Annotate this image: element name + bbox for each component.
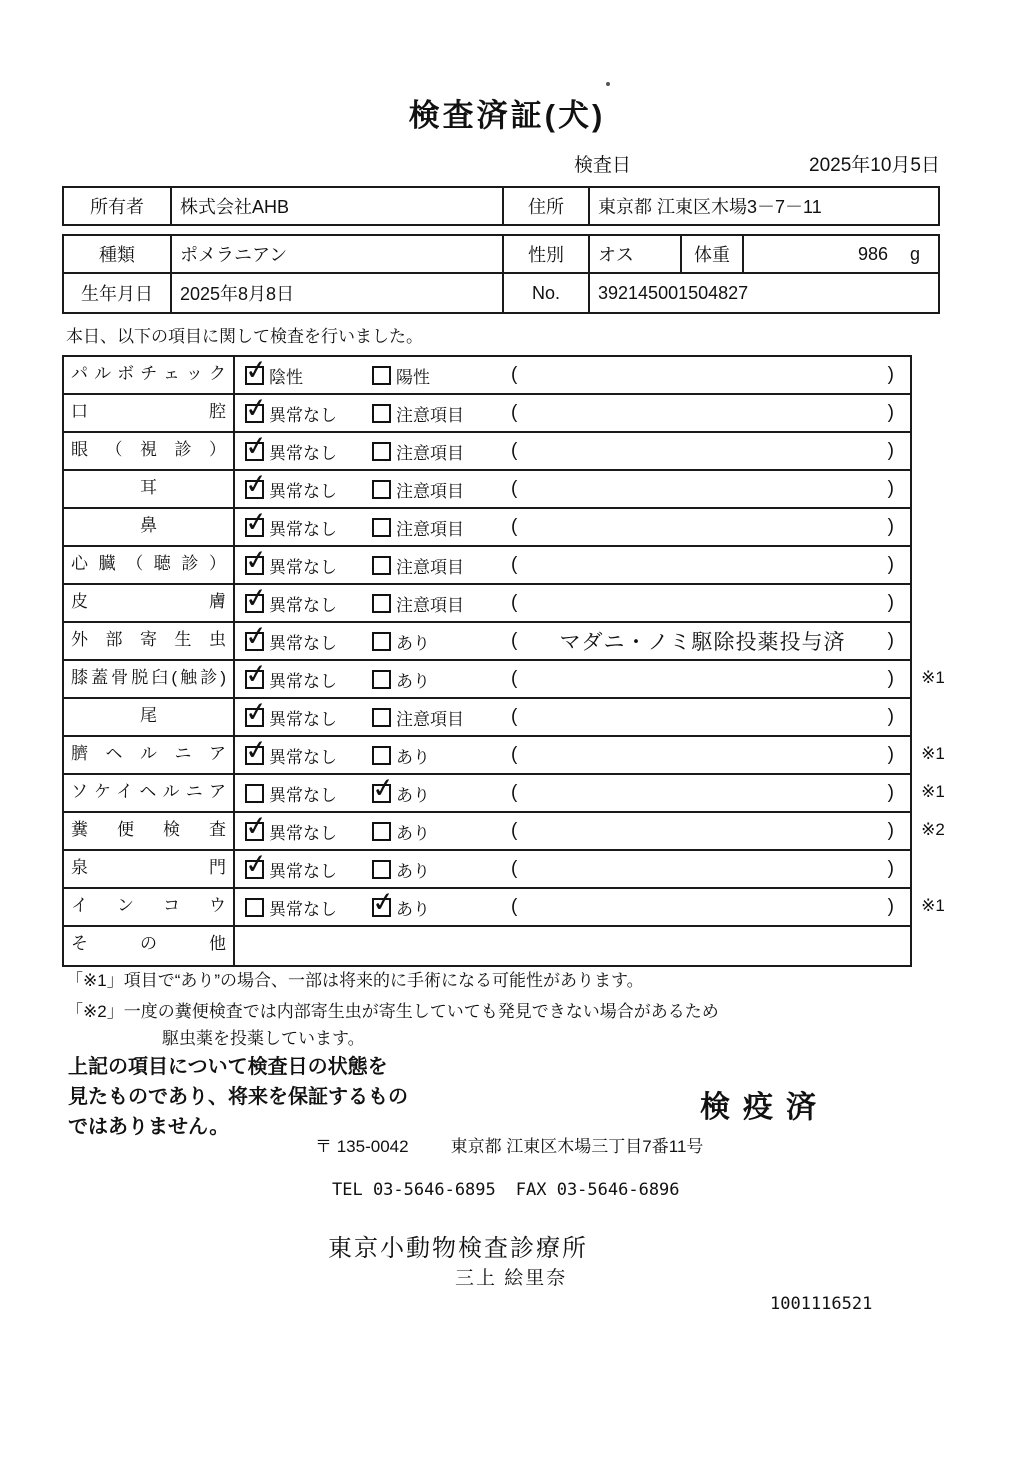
birth-label: 生年月日 (64, 274, 172, 312)
item-label: パルボチェック (64, 357, 235, 393)
row-mark: ※2 (921, 820, 945, 839)
remarks-area: ( ) (511, 402, 894, 423)
option-no-abnormality: ✓ 異常なし (235, 667, 372, 692)
clinic-address-line (315, 1132, 703, 1157)
weight-value: 986 (857, 243, 888, 264)
clinic-name: 東京小動物検査診療所 (328, 1235, 588, 1262)
page-title: 検査済証(犬) (408, 98, 606, 133)
checkbox-icon (245, 404, 264, 423)
owner-label: 所有者 (64, 188, 172, 224)
intro-text: 本日、以下の項目に関して検査を行いました。 (66, 327, 423, 346)
option-no-abnormality: ✓ 異常なし (235, 401, 372, 426)
checkbox-icon (372, 746, 391, 765)
table-row (64, 509, 910, 547)
remarks-area: ( ) (511, 744, 894, 765)
option-present: ✓ あり (372, 781, 507, 806)
option-negative: ✓ 陰性 (235, 363, 372, 388)
footnote-2 (66, 998, 719, 1052)
remarks-area: ( ) (511, 516, 894, 537)
item-label: インコウ (64, 889, 235, 925)
option-present: あり (372, 667, 507, 692)
checkbox-icon (372, 860, 391, 879)
item-label: 尾 (64, 699, 235, 735)
option-no-abnormality: 異常なし (235, 781, 372, 806)
breed-label: 種類 (64, 236, 172, 272)
table-row (64, 737, 945, 775)
scan-artifact-dot (606, 82, 610, 86)
weight-unit: g (909, 243, 920, 264)
option-caution: 注意項目 (372, 439, 507, 464)
birth-row (64, 274, 938, 312)
option-caution: 注意項目 (372, 477, 507, 502)
remarks-area: ( ) (511, 440, 894, 461)
item-label: 外部寄生虫 (64, 623, 235, 659)
remarks-area: ( ) (511, 554, 894, 575)
option-present: ✓ あり (372, 895, 507, 920)
table-row (64, 623, 910, 661)
option-no-abnormality: ✓ 異常なし (235, 629, 372, 654)
table-row (64, 585, 910, 623)
sex-label: 性別 (504, 236, 590, 272)
checkbox-icon (372, 518, 391, 537)
weight-value-cell (744, 236, 938, 272)
owner-row (64, 188, 938, 224)
remarks-area: ( マダニ・ノミ駆除投薬投与済 ) (507, 626, 910, 656)
owner-table (62, 186, 940, 226)
disclaimer-line3: ではありません。 (68, 1116, 230, 1138)
quarantine-stamp: 検疫済 (700, 1091, 829, 1124)
option-present: あり (372, 629, 507, 654)
table-row (64, 661, 945, 699)
option-no-abnormality: ✓ 異常なし (235, 743, 372, 768)
item-label: その他 (64, 927, 235, 965)
table-row (64, 433, 910, 471)
remarks-area: ( ) (511, 478, 894, 499)
checkbox-icon (245, 594, 264, 613)
inspection-date-value: 2025年10月5日 (809, 155, 940, 176)
checkbox-icon (245, 632, 264, 651)
option-no-abnormality: ✓ 異常なし (235, 857, 372, 882)
checkbox-icon (372, 556, 391, 575)
checkbox-icon (245, 366, 264, 385)
sex-value: オス (590, 236, 682, 272)
option-no-abnormality: ✓ 異常なし (235, 705, 372, 730)
postal-code: 〒 135-0042 (315, 1137, 409, 1156)
option-caution: 注意項目 (372, 401, 507, 426)
checkbox-icon (372, 898, 391, 917)
row-mark: ※1 (921, 782, 945, 801)
checkbox-icon (372, 442, 391, 461)
option-no-abnormality: ✓ 異常なし (235, 439, 372, 464)
footnote-2-line2: 駆虫薬を投薬しています。 (162, 1029, 365, 1048)
table-row (64, 851, 910, 889)
breed-row (64, 236, 938, 274)
birth-value: 2025年8月8日 (172, 274, 504, 312)
option-no-abnormality: 異常なし (235, 895, 372, 920)
remarks-area: ( ) (511, 896, 894, 917)
checkbox-icon (245, 670, 264, 689)
table-row (64, 813, 945, 851)
option-positive: 陽性 (372, 363, 507, 388)
address-label: 住所 (504, 188, 590, 224)
checkbox-icon (245, 860, 264, 879)
table-row (64, 547, 910, 585)
option-present: あり (372, 857, 507, 882)
inspection-table (62, 355, 945, 967)
table-row (64, 775, 945, 813)
checkbox-icon (245, 708, 264, 727)
item-label: 眼（視診） (64, 433, 235, 469)
disclaimer-line2: 見たものであり、将来を保証するもの (68, 1086, 408, 1108)
checkbox-icon (372, 784, 391, 803)
option-no-abnormality: ✓ 異常なし (235, 591, 372, 616)
checkbox-icon (245, 556, 264, 575)
option-caution: 注意項目 (372, 515, 507, 540)
item-label: 臍ヘルニア (64, 737, 235, 773)
veterinarian-name: 三上 絵里奈 (455, 1268, 568, 1289)
table-row (64, 889, 945, 927)
checkbox-icon (372, 404, 391, 423)
no-label: No. (504, 274, 590, 312)
remarks-area: ( ) (511, 782, 894, 803)
row-mark: ※1 (921, 744, 945, 763)
item-label: 鼻 (64, 509, 235, 545)
clinic-address: 東京都 江東区木場三丁目7番11号 (450, 1137, 704, 1156)
weight-label: 体重 (682, 236, 744, 272)
pet-table (62, 234, 940, 314)
owner-value: 株式会社AHB (172, 188, 504, 224)
remarks-note: マダニ・ノミ駆除投薬投与済 (559, 631, 846, 654)
disclaimer-line1: 上記の項目について検査日の状態を (68, 1056, 388, 1078)
option-caution: 注意項目 (372, 705, 507, 730)
checkbox-icon (372, 670, 391, 689)
remarks-area: ( ) (511, 668, 894, 689)
item-label: 耳 (64, 471, 235, 507)
checkbox-icon (245, 518, 264, 537)
footnote-1: 「※1」項目で“あり”の場合、一部は将来的に手術になる可能性があります。 (66, 971, 644, 990)
clinic-phone-line (332, 1180, 680, 1200)
footnote-2-line1: 「※2」一度の糞便検査では内部寄生虫が寄生していても発見できない場合があるため (66, 1002, 719, 1021)
checkbox-icon (245, 480, 264, 499)
table-row (64, 471, 910, 509)
option-caution: 注意項目 (372, 553, 507, 578)
checkbox-icon (372, 594, 391, 613)
item-label: ソケイヘルニア (64, 775, 235, 811)
checkbox-icon (245, 784, 264, 803)
inspection-date-label: 検査日 (574, 155, 632, 176)
document-code: 1001116521 (770, 1294, 873, 1314)
remarks-area: ( ) (511, 858, 894, 879)
remarks-area: ( ) (511, 364, 894, 385)
checkbox-icon (245, 442, 264, 461)
row-mark: ※1 (921, 896, 945, 915)
checkbox-icon (372, 822, 391, 841)
checkbox-icon (372, 632, 391, 651)
checkbox-icon (245, 822, 264, 841)
checkbox-icon (245, 898, 264, 917)
row-mark: ※1 (921, 668, 945, 687)
option-no-abnormality: ✓ 異常なし (235, 477, 372, 502)
other-empty-cell (235, 927, 910, 965)
option-no-abnormality: ✓ 異常なし (235, 515, 372, 540)
checkbox-icon (245, 746, 264, 765)
inspection-date-row (62, 150, 940, 177)
item-label: 皮膚 (64, 585, 235, 621)
disclaimer-text (68, 1052, 408, 1142)
item-label: 糞便検査 (64, 813, 235, 849)
option-no-abnormality: ✓ 異常なし (235, 553, 372, 578)
clinic-tel: TEL 03-5646-6895 (332, 1180, 496, 1200)
item-label: 膝蓋骨脱臼(触診) (64, 661, 235, 697)
option-no-abnormality: ✓ 異常なし (235, 819, 372, 844)
table-row (64, 357, 910, 395)
item-label: 心臓（聴診） (64, 547, 235, 583)
checkbox-icon (372, 708, 391, 727)
table-row (64, 395, 910, 433)
clinic-fax: FAX 03-5646-6896 (515, 1180, 680, 1200)
item-label: 口腔 (64, 395, 235, 431)
option-present: あり (372, 743, 507, 768)
option-caution: 注意項目 (372, 591, 507, 616)
checkbox-icon (372, 480, 391, 499)
no-value: 392145001504827 (598, 282, 749, 303)
breed-value: ポメラニアン (172, 236, 504, 272)
table-row (64, 699, 910, 737)
item-label: 泉門 (64, 851, 235, 887)
address-value: 東京都 江東区木場3－7－11 (598, 197, 822, 217)
checkbox-icon (372, 366, 391, 385)
remarks-area: ( ) (511, 706, 894, 727)
option-present: あり (372, 819, 507, 844)
remarks-area: ( ) (511, 820, 894, 841)
remarks-area: ( ) (511, 592, 894, 613)
table-row (64, 927, 910, 965)
